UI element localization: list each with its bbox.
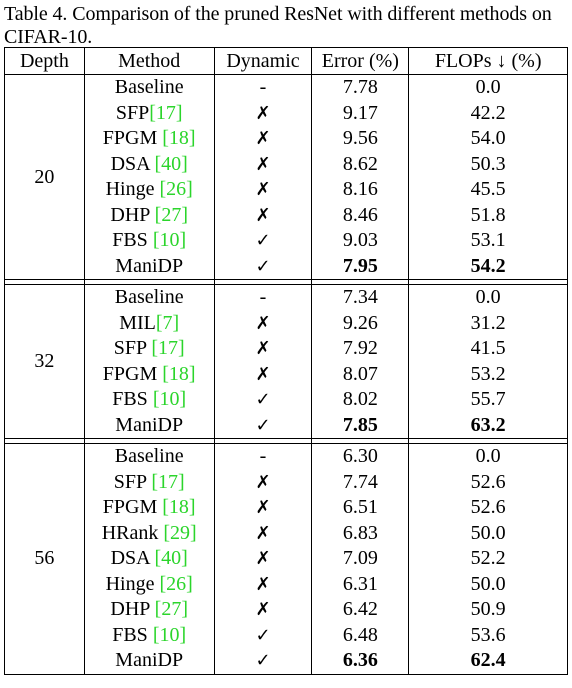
- table-row: [5, 387, 568, 413]
- citation-link[interactable]: [29]: [163, 521, 197, 544]
- method-cell: [84, 444, 214, 470]
- error-cell: 6.36: [312, 648, 409, 674]
- cross-icon: ✗: [214, 311, 312, 337]
- error-cell: 7.85: [312, 413, 409, 439]
- flops-cell: 52.6: [409, 495, 568, 521]
- checkmark-icon: ✓: [214, 387, 312, 413]
- table-row: [5, 648, 568, 674]
- table-caption: Table 4. Comparison of the pruned ResNet with different methods on CIFAR-10.: [4, 3, 552, 48]
- cross-icon: ✗: [214, 470, 312, 496]
- method-cell: [84, 126, 214, 152]
- method-name: SFP: [115, 101, 150, 124]
- flops-cell: 53.6: [409, 623, 568, 649]
- method-name: SFP: [113, 337, 152, 360]
- method-cell: [84, 336, 214, 362]
- cross-icon: ✗: [214, 597, 312, 623]
- error-cell: 7.78: [312, 75, 409, 101]
- method-name: FBS: [112, 388, 153, 411]
- table-row: [5, 254, 568, 280]
- flops-cell: 42.2: [409, 101, 568, 127]
- error-cell: 7.09: [312, 546, 409, 572]
- citation-link[interactable]: [18]: [162, 127, 196, 150]
- results-table: [4, 47, 568, 675]
- error-cell: 6.30: [312, 444, 409, 470]
- method-cell: [84, 101, 214, 127]
- flops-cell: 51.8: [409, 203, 568, 229]
- dash-cell: -: [214, 285, 312, 311]
- table-row: [5, 126, 568, 152]
- citation-link[interactable]: [26]: [159, 178, 193, 201]
- cross-icon: ✗: [214, 572, 312, 598]
- error-cell: 6.42: [312, 597, 409, 623]
- table-row: [5, 444, 568, 470]
- cross-icon: ✗: [214, 126, 312, 152]
- table-row: [5, 572, 568, 598]
- method-name: FBS: [112, 229, 153, 252]
- cross-icon: ✗: [214, 203, 312, 229]
- citation-link[interactable]: [17]: [149, 101, 183, 124]
- error-cell: 9.03: [312, 228, 409, 254]
- header-dynamic: Dynamic: [214, 48, 312, 75]
- flops-cell: 41.5: [409, 336, 568, 362]
- depth-cell: 20: [5, 75, 85, 280]
- flops-cell: 50.0: [409, 572, 568, 598]
- method-cell: [84, 597, 214, 623]
- flops-cell: 45.5: [409, 177, 568, 203]
- citation-link[interactable]: [10]: [152, 388, 187, 411]
- table-row: [5, 623, 568, 649]
- method-cell: [84, 495, 214, 521]
- error-cell: 9.56: [312, 126, 409, 152]
- cross-icon: ✗: [214, 152, 312, 178]
- error-cell: 6.48: [312, 623, 409, 649]
- table-row: [5, 495, 568, 521]
- flops-cell: 54.0: [409, 126, 568, 152]
- cross-icon: ✗: [214, 495, 312, 521]
- method-name: FBS: [112, 623, 153, 646]
- method-cell: [84, 228, 214, 254]
- method-cell: [84, 254, 214, 280]
- method-name: HRank: [101, 521, 164, 544]
- citation-link[interactable]: [10]: [152, 229, 187, 252]
- method-name: Hinge: [105, 178, 160, 201]
- method-cell: [84, 387, 214, 413]
- method-cell: [84, 521, 214, 547]
- method-cell: [84, 177, 214, 203]
- method-cell: [84, 623, 214, 649]
- method-cell: [84, 413, 214, 439]
- table-row: [5, 362, 568, 388]
- method-name: DHP: [110, 203, 155, 226]
- flops-cell: 50.9: [409, 597, 568, 623]
- method-name: Hinge: [105, 572, 160, 595]
- cross-icon: ✗: [214, 101, 312, 127]
- table-row: [5, 177, 568, 203]
- method-name: FPGM: [102, 496, 163, 519]
- method-name: MIL: [119, 311, 156, 334]
- error-cell: 7.92: [312, 336, 409, 362]
- table-row: [5, 101, 568, 127]
- header-error: Error (%): [312, 48, 409, 75]
- table-row: [5, 203, 568, 229]
- method-cell: [84, 75, 214, 101]
- error-cell: 9.26: [312, 311, 409, 337]
- table-row: [5, 228, 568, 254]
- error-cell: 7.74: [312, 470, 409, 496]
- method-name: Baseline: [114, 286, 184, 309]
- method-name: ManiDP: [115, 254, 184, 277]
- flops-cell: 0.0: [409, 285, 568, 311]
- header-row: [5, 48, 568, 75]
- error-cell: 7.34: [312, 285, 409, 311]
- citation-link[interactable]: [17]: [151, 470, 185, 493]
- error-cell: 9.17: [312, 101, 409, 127]
- table-row: [5, 75, 568, 101]
- flops-cell: 52.6: [409, 470, 568, 496]
- table-row: [5, 152, 568, 178]
- citation-link[interactable]: [17]: [151, 337, 185, 360]
- flops-cell: 31.2: [409, 311, 568, 337]
- method-cell: [84, 203, 214, 229]
- error-cell: 6.83: [312, 521, 409, 547]
- error-cell: 6.51: [312, 495, 409, 521]
- citation-link[interactable]: [18]: [162, 496, 196, 519]
- checkmark-icon: ✓: [214, 648, 312, 674]
- checkmark-icon: ✓: [214, 228, 312, 254]
- citation-link[interactable]: [26]: [159, 572, 193, 595]
- method-name: FPGM: [102, 127, 163, 150]
- header-flops: FLOPs ↓ (%): [409, 48, 568, 75]
- table-body: [5, 75, 568, 675]
- table-row: [5, 311, 568, 337]
- method-cell: [84, 470, 214, 496]
- cross-icon: ✗: [214, 177, 312, 203]
- error-cell: 7.95: [312, 254, 409, 280]
- method-cell: [84, 311, 214, 337]
- header-depth: Depth: [5, 48, 85, 75]
- flops-cell: 0.0: [409, 444, 568, 470]
- table-row: [5, 521, 568, 547]
- citation-link[interactable]: [27]: [154, 203, 188, 226]
- flops-cell: 54.2: [409, 254, 568, 280]
- flops-cell: 50.0: [409, 521, 568, 547]
- method-cell: [84, 362, 214, 388]
- method-cell: [84, 572, 214, 598]
- error-cell: 6.31: [312, 572, 409, 598]
- method-name: FPGM: [102, 362, 163, 385]
- checkmark-icon: ✓: [214, 413, 312, 439]
- method-cell: [84, 285, 214, 311]
- method-name: DSA: [110, 152, 155, 175]
- method-cell: [84, 152, 214, 178]
- table-row: [5, 597, 568, 623]
- flops-cell: 63.2: [409, 413, 568, 439]
- citation-link[interactable]: [40]: [154, 152, 188, 175]
- table-row: [5, 413, 568, 439]
- flops-cell: 0.0: [409, 75, 568, 101]
- depth-cell: 32: [5, 285, 85, 439]
- flops-cell: 52.2: [409, 546, 568, 572]
- citation-link[interactable]: [40]: [154, 547, 188, 570]
- citation-link[interactable]: [18]: [162, 362, 196, 385]
- flops-cell: 55.7: [409, 387, 568, 413]
- flops-cell: 53.2: [409, 362, 568, 388]
- flops-cell: 53.1: [409, 228, 568, 254]
- error-cell: 8.02: [312, 387, 409, 413]
- flops-cell: 50.3: [409, 152, 568, 178]
- method-name: ManiDP: [115, 649, 184, 672]
- error-cell: 8.07: [312, 362, 409, 388]
- cross-icon: ✗: [214, 362, 312, 388]
- citation-link[interactable]: [27]: [154, 598, 188, 621]
- table-row: [5, 546, 568, 572]
- citation-link[interactable]: [10]: [152, 623, 187, 646]
- method-name: Baseline: [114, 445, 184, 468]
- header-method: Method: [84, 48, 214, 75]
- citation-link[interactable]: [7]: [155, 311, 180, 334]
- method-name: DSA: [110, 547, 155, 570]
- table-row: [5, 470, 568, 496]
- method-cell: [84, 546, 214, 572]
- table-row: [5, 336, 568, 362]
- method-name: SFP: [113, 470, 152, 493]
- error-cell: 8.46: [312, 203, 409, 229]
- checkmark-icon: ✓: [214, 254, 312, 280]
- checkmark-icon: ✓: [214, 623, 312, 649]
- method-name: DHP: [110, 598, 155, 621]
- cross-icon: ✗: [214, 521, 312, 547]
- dash-cell: -: [214, 75, 312, 101]
- method-name: ManiDP: [115, 413, 184, 436]
- method-name: Baseline: [114, 76, 184, 99]
- error-cell: 8.16: [312, 177, 409, 203]
- method-cell: [84, 648, 214, 674]
- cross-icon: ✗: [214, 546, 312, 572]
- flops-cell: 62.4: [409, 648, 568, 674]
- depth-cell: 56: [5, 444, 85, 675]
- table-row: [5, 285, 568, 311]
- cross-icon: ✗: [214, 336, 312, 362]
- dash-cell: -: [214, 444, 312, 470]
- error-cell: 8.62: [312, 152, 409, 178]
